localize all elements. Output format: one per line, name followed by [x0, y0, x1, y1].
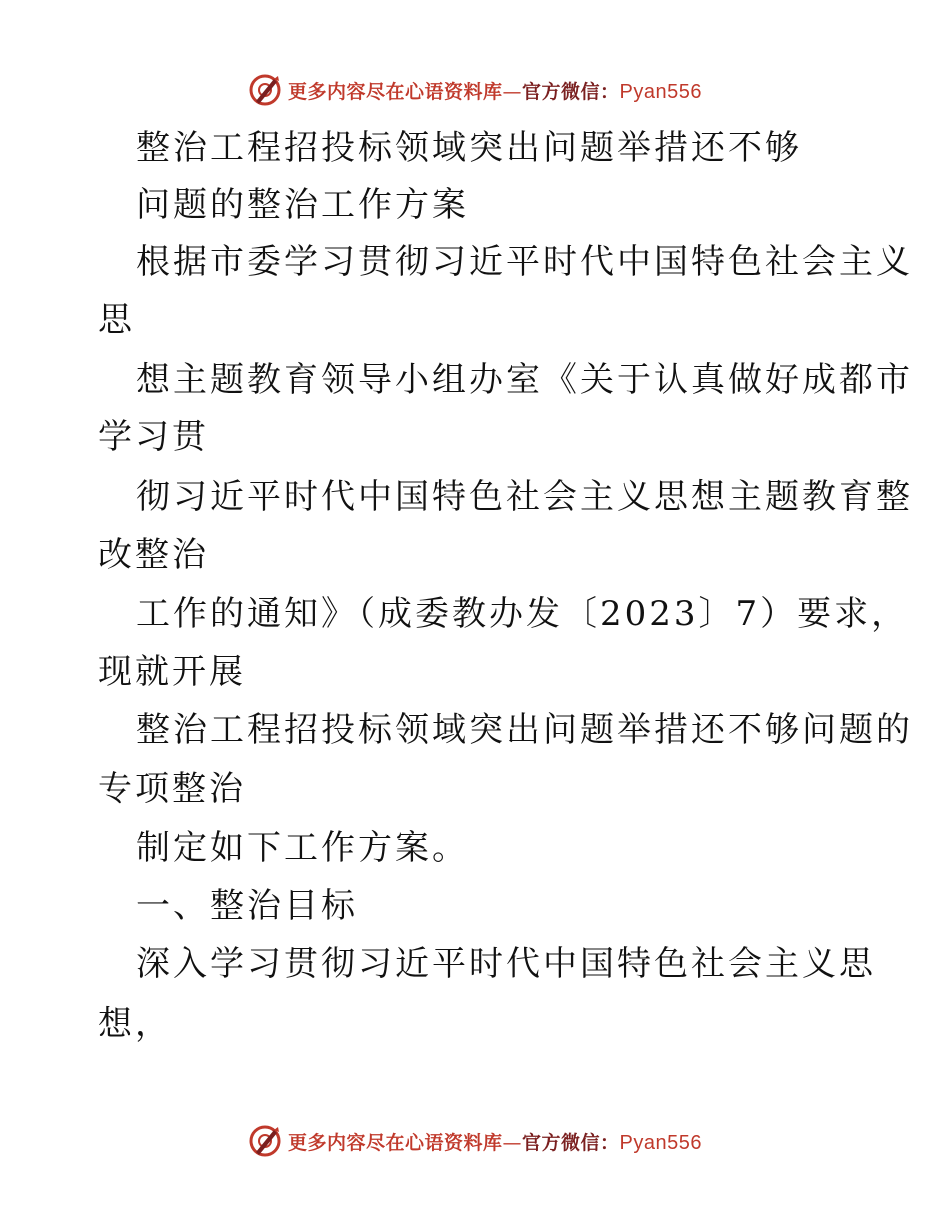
text-line: 改整治 [98, 535, 209, 575]
banner-wechat-id: Pyan556 [619, 1131, 702, 1154]
banner-text [288, 1128, 702, 1155]
banner-text [288, 77, 702, 104]
header-banner [0, 70, 950, 110]
banner-dash: — [502, 1131, 523, 1154]
banner-dash: — [502, 80, 523, 103]
text-line: 想主题教育领导小组办室《关于认真做好成都市 [136, 360, 913, 400]
pen-circle-logo-icon [248, 73, 282, 107]
footer-banner [0, 1121, 950, 1161]
text-line: 整治工程招投标领域突出问题举措还不够问题的 [136, 710, 913, 750]
text-line: 根据市委学习贯彻习近平时代中国特色社会主义 [136, 242, 913, 282]
text-line: 问题的整治工作方案 [136, 185, 469, 225]
banner-wechat-id: Pyan556 [619, 80, 702, 103]
text-line: 现就开展 [98, 652, 246, 692]
text-line: 学习贯 [98, 417, 209, 457]
text-line: 工作的通知》（成委教办发〔2023〕7）要求， [136, 594, 909, 634]
banner-wechat-label: 官方微信： [522, 1131, 620, 1154]
pen-circle-logo-icon [248, 1124, 282, 1158]
text-line: 整治工程招投标领域突出问题举措还不够 [136, 128, 802, 168]
text-line: 彻习近平时代中国特色社会主义思想主题教育整 [136, 477, 913, 517]
text-line: 专项整治 [98, 769, 246, 809]
text-line: 制定如下工作方案。 [136, 828, 469, 868]
banner-wechat-label: 官方微信： [522, 80, 620, 103]
text-line: 深入学习贯彻习近平时代中国特色社会主义思 [136, 944, 876, 984]
text-line: 想， [98, 1004, 172, 1044]
text-line: 思 [98, 300, 135, 340]
banner-main-text: 更多内容尽在心语资料库 [288, 80, 503, 103]
section-heading: 一、整治目标 [136, 886, 358, 926]
banner-main-text: 更多内容尽在心语资料库 [288, 1131, 503, 1154]
